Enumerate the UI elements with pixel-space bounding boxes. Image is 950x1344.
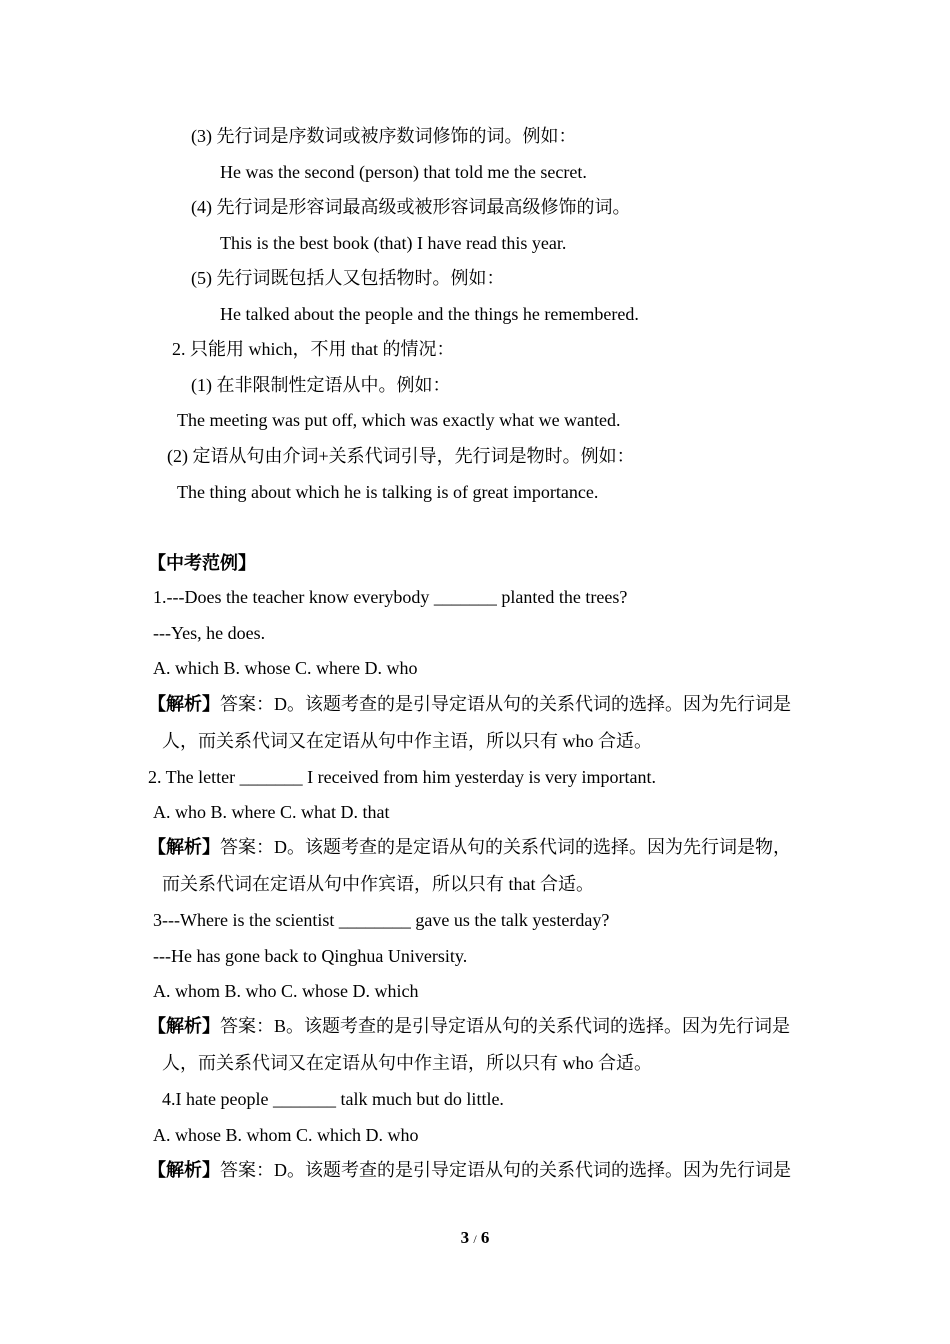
question-4-analysis-text: 答案：D。该题考查的是引导定语从句的关系代词的选择。因为先行词是 (220, 1160, 791, 1180)
question-1-options: A. which B. whose C. where D. who (153, 658, 418, 678)
rule-4-heading: (4) 先行词是形容词最高级或被形容词最高级修饰的词。 (191, 197, 631, 217)
page-separator: / (473, 1232, 477, 1246)
question-2: 2. The letter _______ I received from him yesterday is very important. (148, 767, 657, 787)
question-3-reply: ---He has gone back to Qinghua University. (153, 946, 468, 966)
rule-4-example: This is the best book (that) I have read this year. (220, 233, 567, 253)
section-2-rule-2-example: The thing about which he is talking is of great importance. (177, 482, 599, 502)
rule-5-heading: (5) 先行词既包括人又包括物时。例如： (191, 268, 505, 288)
current-page: 3 (460, 1228, 470, 1247)
section-2-rule-2-heading: (2) 定语从句由介词+关系代词引导，先行词是物时。例如： (167, 446, 635, 466)
question-3: 3---Where is the scientist ________ gave us the talk yesterday? (153, 910, 610, 930)
analysis-label: 【解析】 (148, 837, 220, 857)
section-2-rule-1-heading: (1) 在非限制性定语从中。例如： (191, 375, 451, 395)
section-2-rule-1-example: The meeting was put off, which was exactly what we wanted. (177, 410, 621, 430)
question-1-analysis (148, 692, 791, 716)
rule-3-heading: (3) 先行词是序数词或被序数词修饰的词。例如： (191, 126, 577, 146)
question-2-options: A. who B. where C. what D. that (153, 802, 390, 822)
question-1-analysis-text: 答案：D。该题考查的是引导定语从句的关系代词的选择。因为先行词是 (220, 694, 791, 714)
analysis-label: 【解析】 (148, 1016, 220, 1036)
analysis-label: 【解析】 (148, 1160, 220, 1180)
question-3-analysis (148, 1014, 790, 1038)
question-2-analysis-continued: 而关系代词在定语从句中作宾语，所以只有 that 合适。 (162, 874, 594, 894)
analysis-label: 【解析】 (148, 694, 220, 714)
rule-5-example: He talked about the people and the things he remembered. (220, 304, 639, 324)
question-1-reply: ---Yes, he does. (153, 623, 266, 643)
question-3-options: A. whom B. who C. whose D. which (153, 981, 419, 1001)
rule-3-example: He was the second (person) that told me the secret. (220, 162, 587, 182)
total-pages: 6 (480, 1228, 490, 1247)
question-2-analysis (148, 835, 791, 859)
section-2-heading: 2. 只能用 which，不用 that 的情况： (172, 339, 455, 359)
question-3-analysis-continued: 人，而关系代词又在定语从句中作主语，所以只有 who 合适。 (162, 1053, 652, 1073)
question-2-analysis-text: 答案：D。该题考查的是定语从句的关系代词的选择。因为先行词是物， (220, 837, 791, 857)
question-4: 4.I hate people _______ talk much but do little. (162, 1089, 504, 1109)
question-4-options: A. whose B. whom C. which D. who (153, 1125, 419, 1145)
page-number (0, 1227, 950, 1250)
question-1-analysis-continued: 人，而关系代词又在定语从句中作主语，所以只有 who 合适。 (162, 731, 652, 751)
question-3-analysis-text: 答案：B。该题考查的是引导定语从句的关系代词的选择。因为先行词是 (220, 1016, 791, 1036)
examples-section-title: 【中考范例】 (148, 553, 256, 573)
question-4-analysis (148, 1158, 791, 1182)
question-1: 1.---Does the teacher know everybody _______ planted the trees? (153, 587, 628, 607)
